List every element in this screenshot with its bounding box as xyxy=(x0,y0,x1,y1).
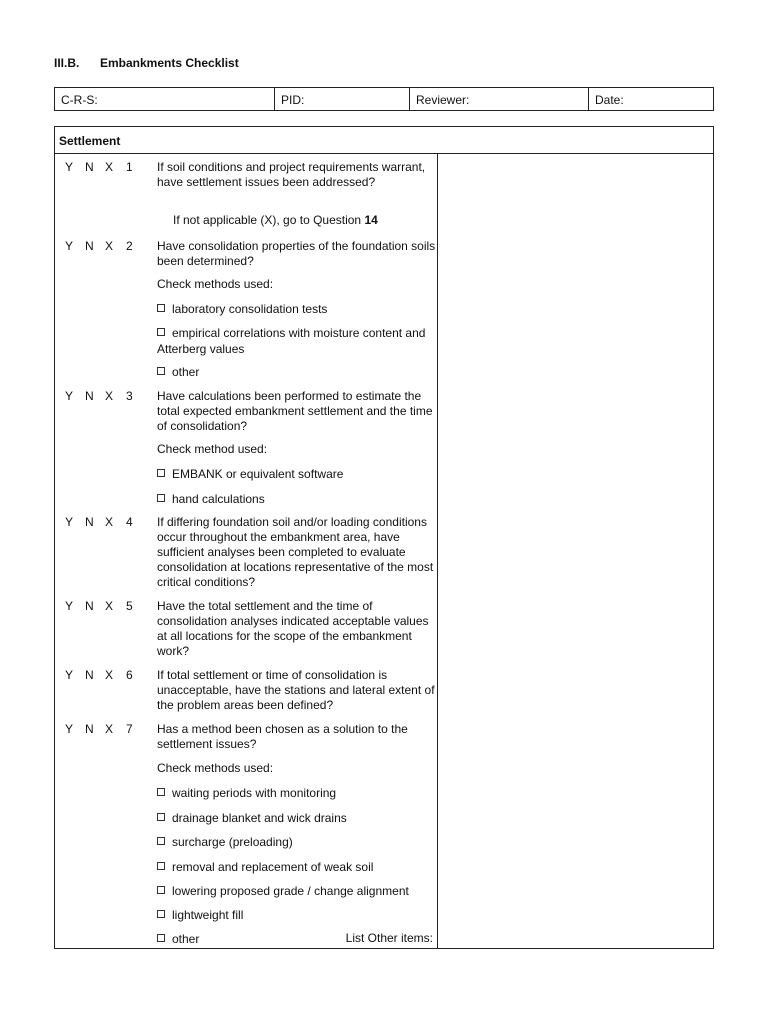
yes-option[interactable]: Y xyxy=(65,668,74,682)
question-text: Have consolidation properties of the foundation soils been determined? xyxy=(157,239,436,268)
na-option[interactable]: X xyxy=(105,239,114,253)
checkbox-icon[interactable] xyxy=(157,910,165,918)
settlement-body xyxy=(55,154,713,948)
date-field[interactable] xyxy=(589,88,713,110)
checkbox-icon[interactable] xyxy=(157,788,165,796)
na-option[interactable]: X xyxy=(105,515,114,529)
yes-option[interactable]: Y xyxy=(65,599,74,613)
answer-options-q6 xyxy=(65,668,125,683)
answer-options-q7 xyxy=(65,722,125,737)
question-text: If soil conditions and project requirements warrant, have settlement issues been addressed? xyxy=(157,160,426,189)
na-option[interactable]: X xyxy=(105,668,114,682)
check-method-label: Check method used: xyxy=(157,442,268,456)
answer-options-q1 xyxy=(65,160,125,175)
checkbox-option[interactable] xyxy=(157,883,437,899)
checkbox-icon[interactable] xyxy=(157,862,165,870)
question-number: 4 xyxy=(126,515,133,529)
question-number: 2 xyxy=(126,239,133,253)
review-info-table xyxy=(54,87,714,111)
checkbox-option[interactable] xyxy=(157,301,437,317)
section-title: Settlement xyxy=(55,127,713,154)
yes-option[interactable]: Y xyxy=(65,515,74,529)
checklist-title: Embankments Checklist xyxy=(100,56,239,70)
question-text: Has a method been chosen as a solution to the settlement issues? xyxy=(157,722,408,751)
answer-options-q4 xyxy=(65,515,125,530)
reviewer-field[interactable] xyxy=(410,88,589,110)
checkbox-icon[interactable] xyxy=(157,934,165,942)
option-label: EMBANK or equivalent software xyxy=(172,467,344,481)
comments-column[interactable] xyxy=(438,154,713,948)
questions-column xyxy=(55,154,438,948)
checkbox-icon[interactable] xyxy=(157,813,165,821)
option-label: removal and replacement of weak soil xyxy=(172,860,374,874)
yes-option[interactable]: Y xyxy=(65,160,74,174)
answer-options-q5 xyxy=(65,599,125,614)
checkbox-icon[interactable] xyxy=(157,304,165,312)
check-methods-label: Check methods used: xyxy=(157,761,274,775)
question-text: If differing foundation soil and/or loading conditions occur throughout the embankment area, have sufficient analyses been completed to evaluate consolidation at locations representative of the most critical conditions? xyxy=(157,515,434,589)
question-number: 7 xyxy=(126,722,133,736)
question-number: 3 xyxy=(126,389,133,403)
no-option[interactable]: N xyxy=(85,722,94,736)
answer-options-q2 xyxy=(65,239,125,254)
checkbox-icon[interactable] xyxy=(157,328,165,336)
option-label: lowering proposed grade / change alignment xyxy=(172,884,409,898)
option-label: empirical correlations with moisture content and Atterberg values xyxy=(157,326,426,356)
na-option[interactable]: X xyxy=(105,160,114,174)
question-text: If total settlement or time of consolidation is unacceptable, have the stations and lateral extent of the problem areas been defined? xyxy=(157,668,435,712)
yes-option[interactable]: Y xyxy=(65,239,74,253)
no-option[interactable]: N xyxy=(85,515,94,529)
checkbox-option[interactable] xyxy=(157,466,437,482)
na-option[interactable]: X xyxy=(105,599,114,613)
pid-label: PID: xyxy=(281,93,305,107)
settlement-table xyxy=(54,126,714,949)
yes-option[interactable]: Y xyxy=(65,389,74,403)
list-other-label: List Other items: xyxy=(345,931,433,945)
na-option[interactable]: X xyxy=(105,722,114,736)
option-label: other xyxy=(172,365,200,379)
no-option[interactable]: N xyxy=(85,239,94,253)
pid-field[interactable] xyxy=(275,88,410,110)
section-number: III.B. xyxy=(54,56,80,70)
date-label: Date: xyxy=(595,93,624,107)
checkbox-option[interactable] xyxy=(157,491,437,507)
document-heading xyxy=(54,56,239,70)
question-number: 1 xyxy=(126,160,133,174)
option-label: other xyxy=(172,932,200,946)
checkbox-icon[interactable] xyxy=(157,469,165,477)
checkbox-option[interactable] xyxy=(157,907,437,923)
option-label: laboratory consolidation tests xyxy=(172,302,328,316)
no-option[interactable]: N xyxy=(85,160,94,174)
option-label: drainage blanket and wick drains xyxy=(172,811,347,825)
answer-options-q3 xyxy=(65,389,125,404)
question-text: Have calculations been performed to estimate the total expected embankment settlement and the time of consolidation? xyxy=(157,389,433,433)
option-label: hand calculations xyxy=(172,492,265,506)
question-text: Have the total settlement and the time of consolidation analyses indicated acceptable values at all locations for the scope of the embankment work? xyxy=(157,599,429,658)
checkbox-option[interactable] xyxy=(157,364,437,380)
question-number: 6 xyxy=(126,668,133,682)
checkbox-option[interactable] xyxy=(157,859,437,875)
checkbox-icon[interactable] xyxy=(157,367,165,375)
skip-note xyxy=(173,213,378,228)
option-label: lightweight fill xyxy=(172,908,244,922)
skip-target-number: 14 xyxy=(364,213,378,227)
no-option[interactable]: N xyxy=(85,668,94,682)
question-number: 5 xyxy=(126,599,133,613)
no-option[interactable]: N xyxy=(85,389,94,403)
option-label: waiting periods with monitoring xyxy=(172,786,337,800)
skip-note-text: If not applicable (X), go to Question xyxy=(173,213,365,227)
check-methods-label: Check methods used: xyxy=(157,277,274,291)
crs-label: C-R-S: xyxy=(61,93,98,107)
na-option[interactable]: X xyxy=(105,389,114,403)
no-option[interactable]: N xyxy=(85,599,94,613)
option-label: surcharge (preloading) xyxy=(172,835,293,849)
checkbox-option[interactable] xyxy=(157,810,437,826)
checkbox-option[interactable] xyxy=(157,834,437,850)
checkbox-option[interactable] xyxy=(157,785,437,801)
checkbox-icon[interactable] xyxy=(157,837,165,845)
reviewer-label: Reviewer: xyxy=(416,93,470,107)
yes-option[interactable]: Y xyxy=(65,722,74,736)
checkbox-option[interactable] xyxy=(157,325,437,357)
checkbox-icon[interactable] xyxy=(157,886,165,894)
crs-field[interactable] xyxy=(55,88,275,110)
checkbox-icon[interactable] xyxy=(157,494,165,502)
